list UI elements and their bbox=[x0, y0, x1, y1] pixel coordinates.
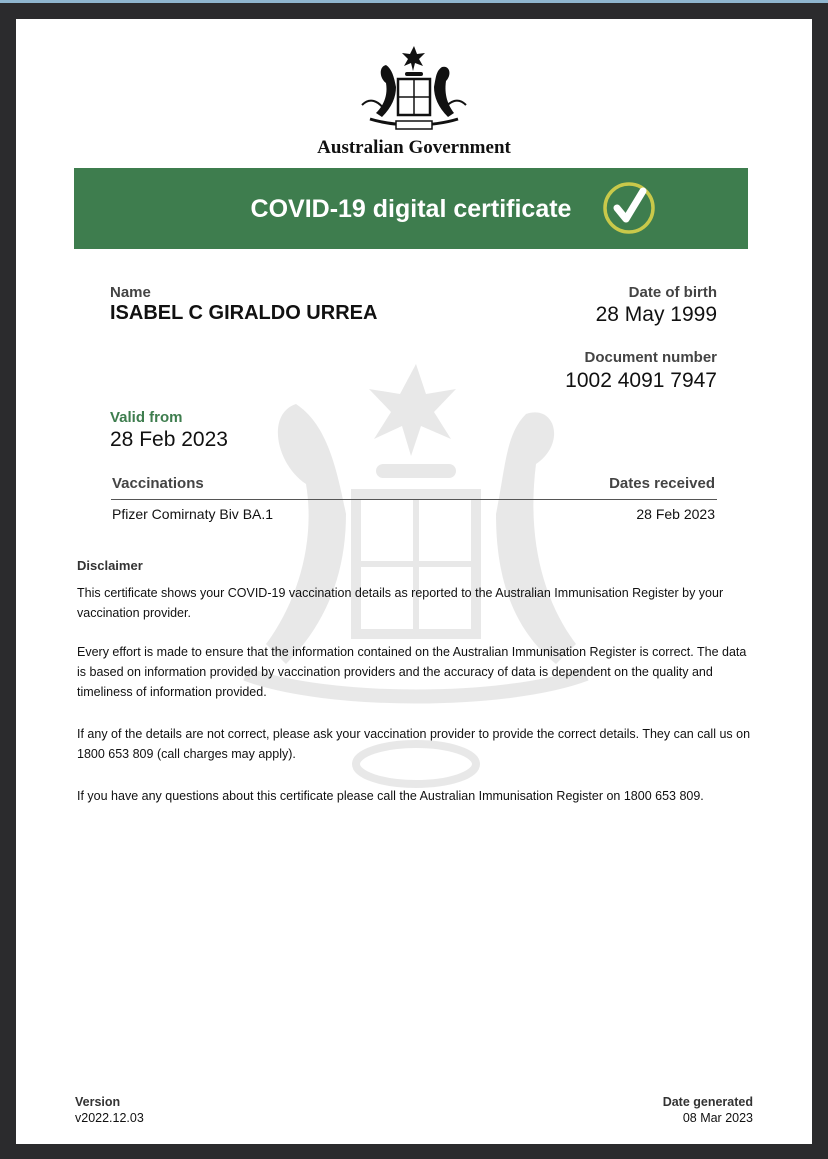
disclaimer-paragraph: If any of the details are not correct, please ask your vaccination provider to provide the correct details. They can call us on 1800 653 809 (call charges may apply). bbox=[77, 727, 751, 761]
certificate-banner bbox=[74, 168, 748, 249]
dob-label: Date of birth bbox=[628, 284, 717, 301]
government-title: Australian Government bbox=[317, 137, 511, 158]
name-label: Name bbox=[110, 284, 151, 301]
vaccine-date: 28 Feb 2023 bbox=[636, 506, 715, 522]
vaccinations-header: Vaccinations bbox=[112, 475, 204, 492]
dob-value: 28 May 1999 bbox=[595, 303, 717, 326]
version-value: v2022.12.03 bbox=[75, 1111, 144, 1125]
date-generated-value: 08 Mar 2023 bbox=[682, 1111, 753, 1125]
disclaimer-heading: Disclaimer bbox=[77, 558, 143, 573]
certificate-page bbox=[16, 19, 812, 1144]
disclaimer-paragraph: Every effort is made to ensure that the information contained on the Australian Immunisation Register is correct. The data is based on information provided by vaccination providers and the accuracy of data is dependent on the quality and timeliness of information provided. bbox=[77, 645, 747, 699]
version-label: Version bbox=[75, 1095, 121, 1109]
table-divider bbox=[111, 499, 717, 500]
disclaimer-paragraph: This certificate shows your COVID-19 vaccination details as reported to the Australian Immunisation Register by your vaccination provider. bbox=[77, 586, 724, 620]
valid-from-value: 28 Feb 2023 bbox=[110, 428, 228, 451]
vaccine-name: Pfizer Comirnaty Biv BA.1 bbox=[112, 506, 274, 522]
valid-from-label: Valid from bbox=[110, 409, 183, 426]
name-value: ISABEL C GIRALDO URREA bbox=[110, 302, 378, 324]
date-generated-label: Date generated bbox=[662, 1095, 753, 1109]
dates-received-header: Dates received bbox=[609, 475, 715, 492]
disclaimer-paragraph: If you have any questions about this certificate please call the Australian Immunisation Register on 1800 653 809. bbox=[77, 789, 704, 803]
check-circle-icon bbox=[602, 181, 656, 235]
certificate-title: COVID-19 digital certificate bbox=[250, 195, 572, 223]
document-number-label: Document number bbox=[584, 349, 717, 366]
document-number-value: 1002 4091 7947 bbox=[565, 369, 717, 392]
top-accent-line bbox=[0, 0, 828, 3]
coat-of-arms-icon bbox=[356, 43, 472, 135]
